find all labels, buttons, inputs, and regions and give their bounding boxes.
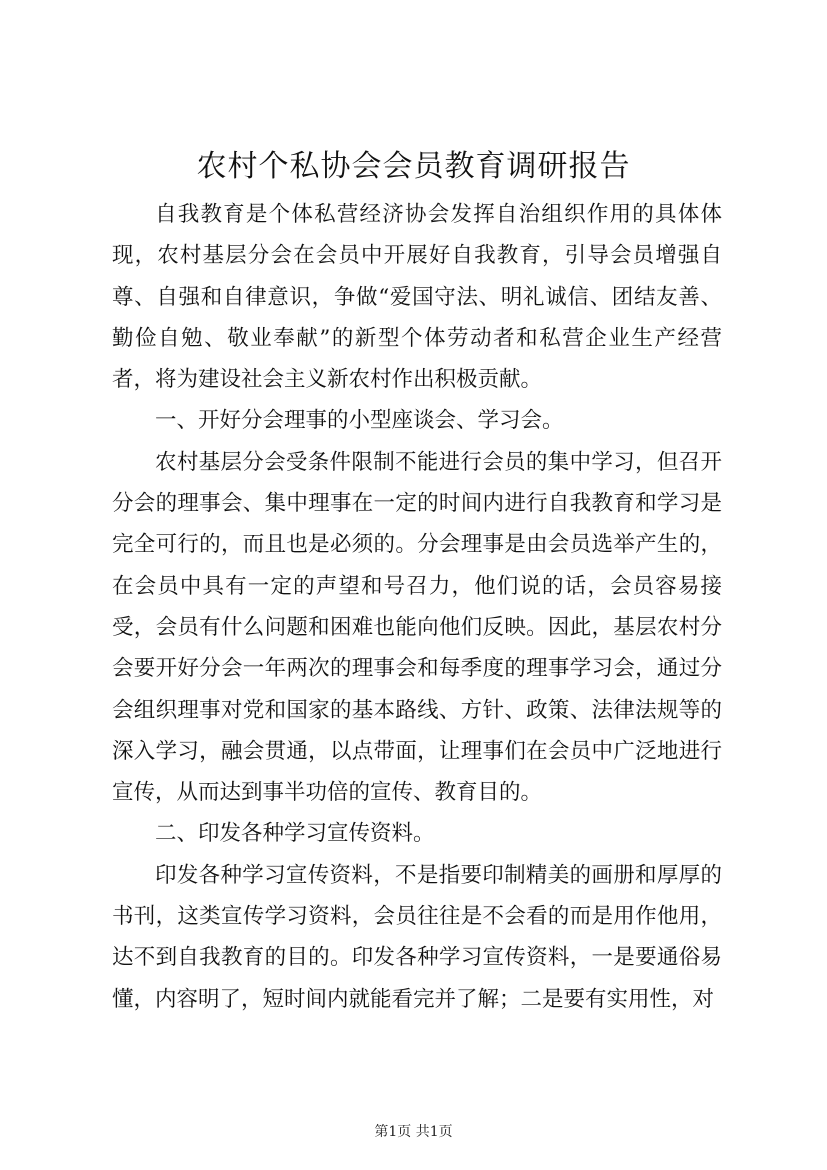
section-heading-2: 二、印发各种学习宣传资料。 — [155, 821, 435, 847]
paragraph-intro: 自我教育是个体私营经济协会发挥自治组织作用的具体体现，农村基层分会在会员中开展好自我教育，引导会员增强自尊、自强和自律意识，争做“爱国守法、明礼诚信、团结友善、勤俭自勉、敬业奉献”的新型个体劳动者和私营企业生产经营者，将为建设社会主义新农村作出积极贡献。 — [112, 202, 722, 393]
page-footer: 第1页 共1页 — [374, 1124, 453, 1140]
paragraph-section-1: 农村基层分会受条件限制不能进行会员的集中学习，但召开分会的理事会、集中理事在一定的时间内进行自我教育和学习是完全可行的，而且也是必须的。分会理事是由会员选举产生的，在会员中具有一定的声望和号召力，他们说的话，会员容易接受，会员有什么问题和困难也能向他们反映。因此，基层农村分会要开好分会一年两次的理事会和每季度的理事学习会，通过分会组织理事对党和国家的基本路线、方针、政策、法律法规等的深入学习，融会贯通，以点带面，让理事们在会员中广泛地进行宣传，从而达到事半功倍的宣传、教育目的。 — [112, 449, 722, 806]
document-title: 农村个私协会会员教育调研报告 — [196, 149, 631, 184]
section-heading-1: 一、开好分会理事的小型座谈会、学习会。 — [155, 408, 564, 434]
paragraph-section-2: 印发各种学习宣传资料，不是指要印制精美的画册和厚厚的书刊，这类宣传学习资料，会员往往是不会看的而是用作他用，达不到自我教育的目的。印发各种学习宣传资料，一是要通俗易懂，内容明了，短时间内就能看完并了解；二是要有实用性，对 — [112, 862, 722, 1012]
document-body — [112, 194, 722, 1020]
